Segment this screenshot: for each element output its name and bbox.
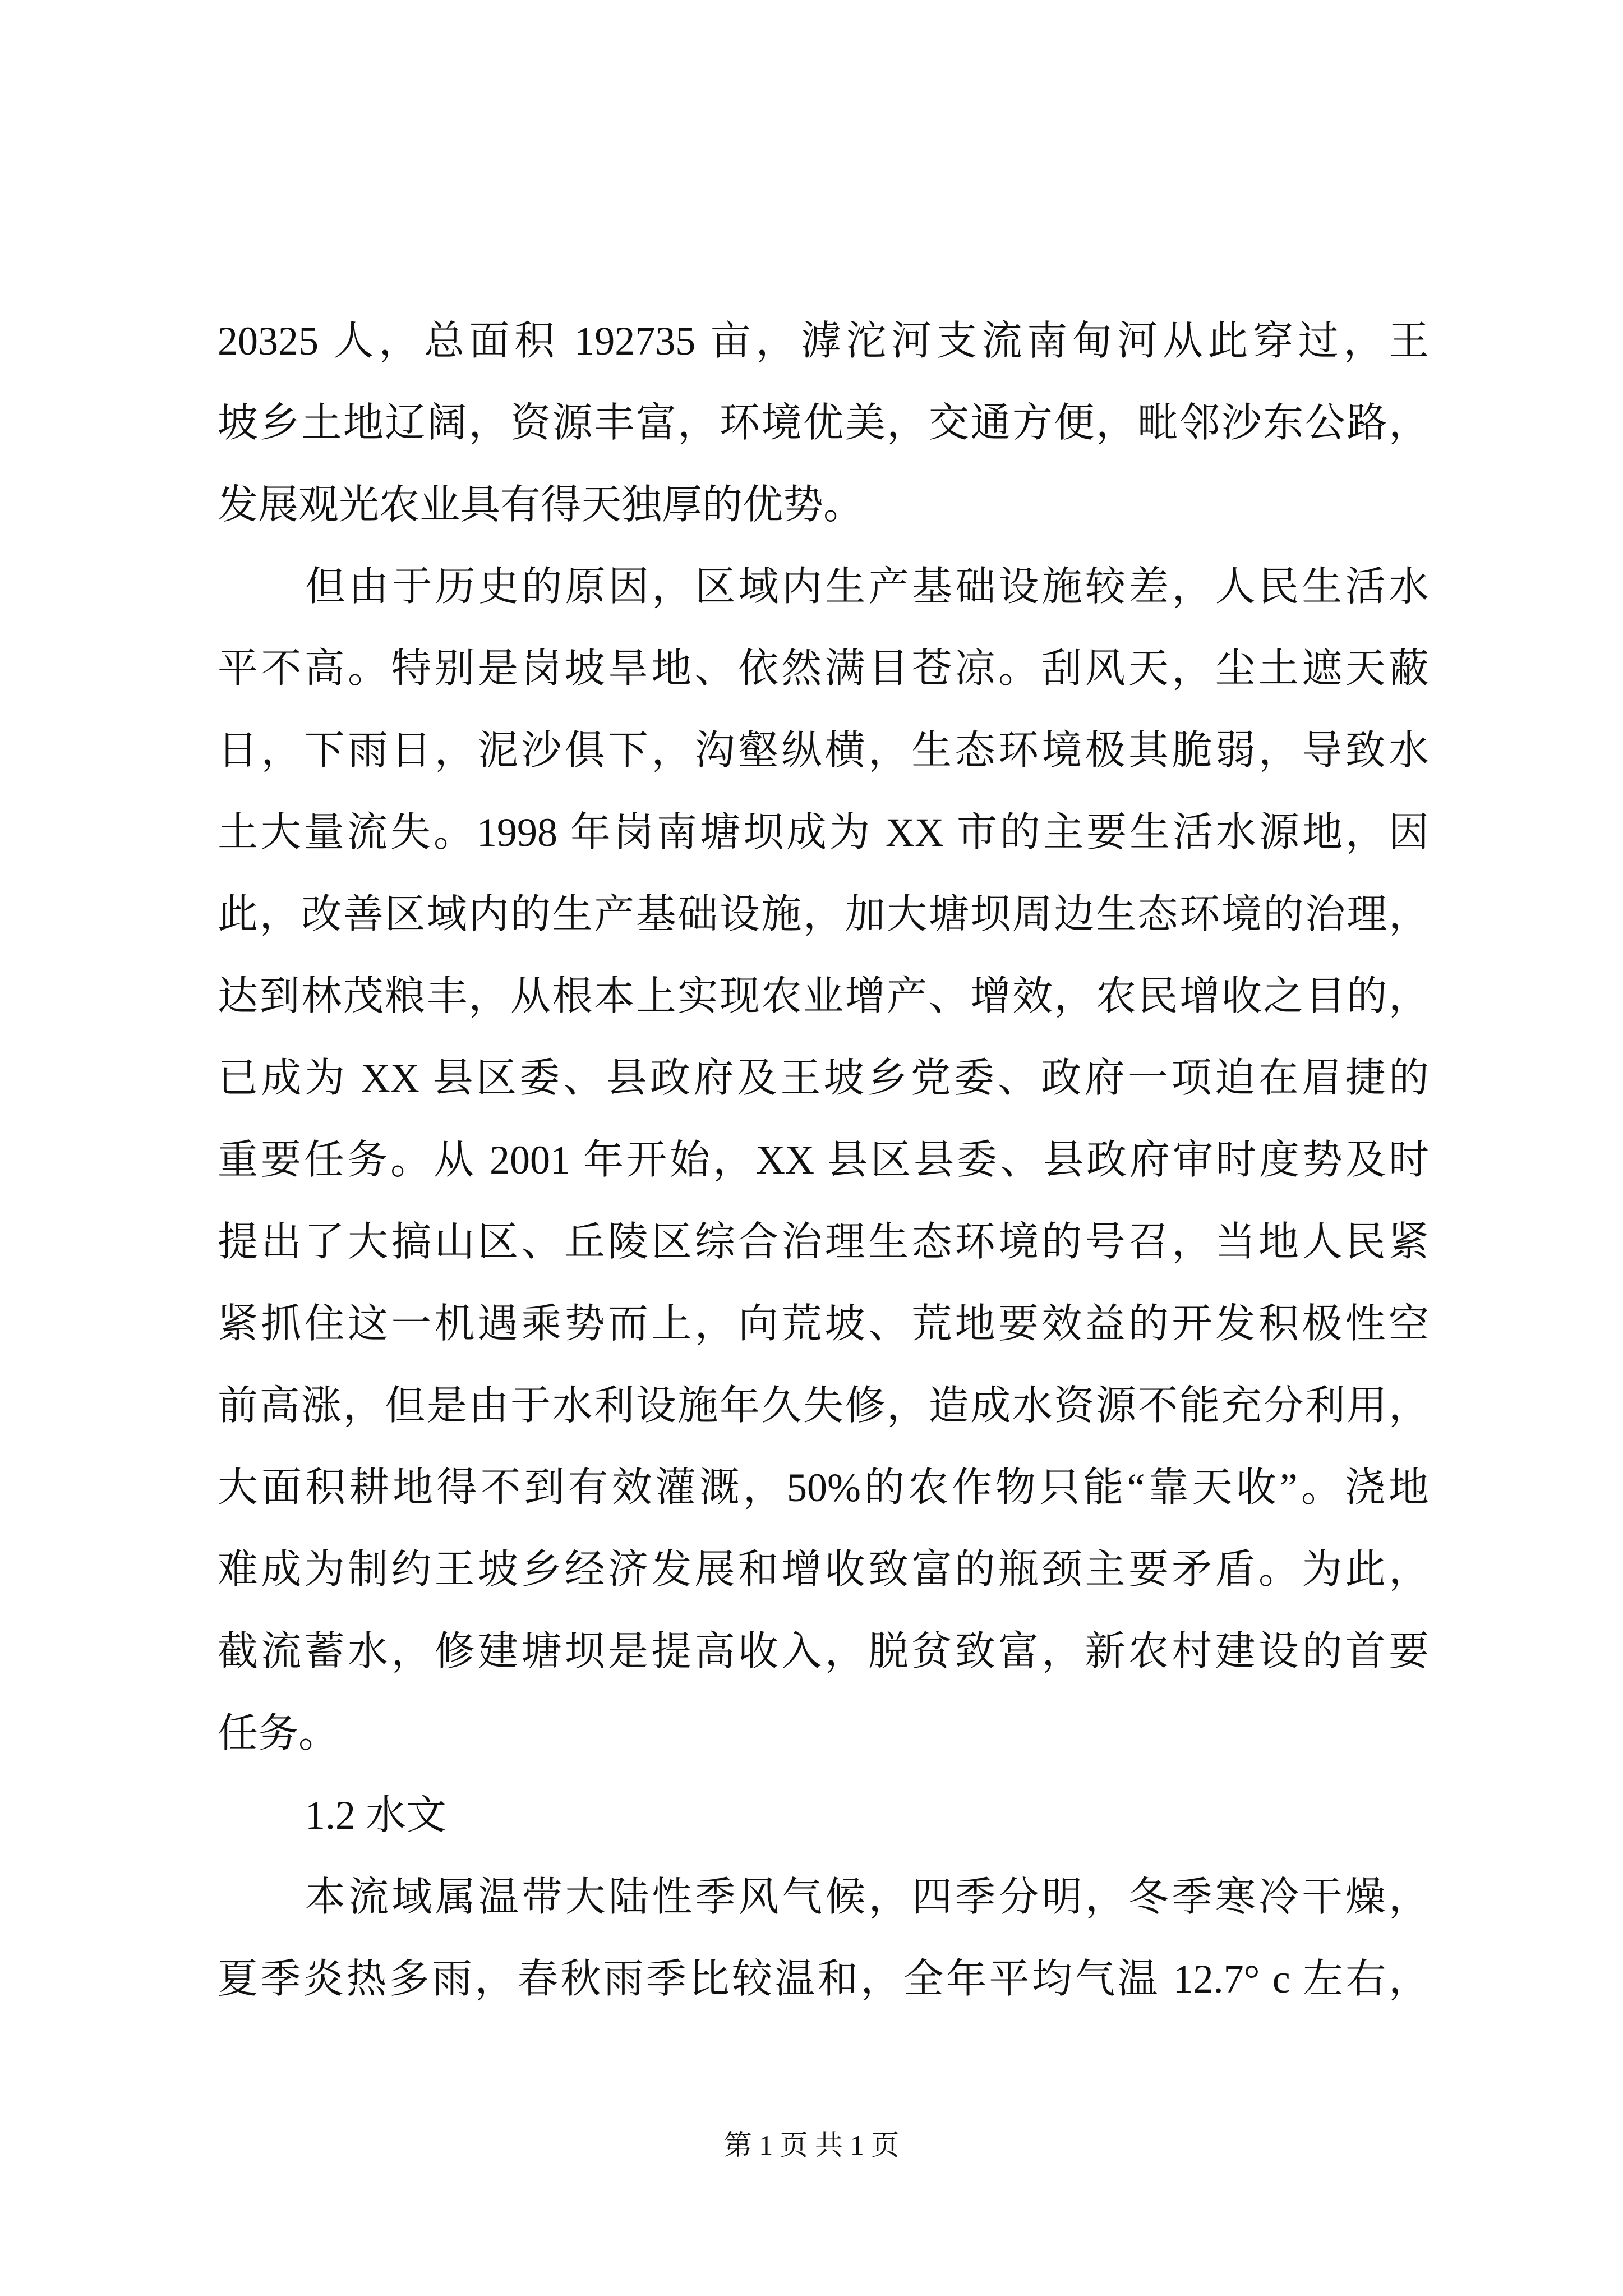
text-line: 此，改善区域内的生产基础设施，加大塘坝周边生态环境的治理， xyxy=(218,892,1429,937)
section-heading: 1.2 水文 xyxy=(305,1793,447,1838)
text-line: 提出了大搞山区、丘陵区综合治理生态环境的号召，当地人民紧 xyxy=(218,1220,1429,1264)
page-footer: 第 1 页 共 1 页 xyxy=(723,2129,900,2161)
text-line: 重要任务。从 2001 年开始，XX 县区县委、县政府审时度势及时 xyxy=(218,1138,1429,1182)
text-line: 夏季炎热多雨，春秋雨季比较温和，全年平均气温 12.7° c 左右， xyxy=(218,1957,1429,2001)
text-line: 平不高。特别是岗坡旱地、依然满目苍凉。刮风天，尘土遮天蔽 xyxy=(218,646,1429,691)
text-line: 任务。 xyxy=(218,1711,339,1756)
text-line: 前高涨，但是由于水利设施年久失修，造成水资源不能充分利用， xyxy=(218,1383,1429,1428)
text-line: 20325 人，总面积 192735 亩，滹沱河支流南甸河从此穿过，王 xyxy=(218,319,1429,364)
text-line: 紧抓住这一机遇乘势而上，向荒坡、荒地要效益的开发积极性空 xyxy=(218,1301,1429,1346)
text-line: 达到林茂粮丰，从根本上实现农业增产、增效，农民增收之目的， xyxy=(218,974,1429,1019)
text-line: 截流蓄水，修建塘坝是提高收入，脱贫致富，新农村建设的首要 xyxy=(218,1629,1429,1674)
text-line: 但由于历史的原因，区域内生产基础设施较差，人民生活水 xyxy=(305,564,1429,609)
text-line: 土大量流失。1998 年岗南塘坝成为 XX 市的主要生活水源地，因 xyxy=(218,810,1429,855)
text-line: 本流域属温带大陆性季风气候，四季分明，冬季寒冷干燥， xyxy=(305,1875,1429,1920)
text-line: 难成为制约王坡乡经济发展和增收致富的瓶颈主要矛盾。为此， xyxy=(218,1547,1429,1592)
text-line: 已成为 XX 县区委、县政府及王坡乡党委、政府一项迫在眉捷的 xyxy=(218,1056,1429,1101)
text-line: 发展观光农业具有得天独厚的优势。 xyxy=(218,482,864,527)
text-line: 坡乡土地辽阔，资源丰富，环境优美，交通方便，毗邻沙东公路， xyxy=(218,401,1429,445)
document-body xyxy=(218,300,1429,2020)
text-line: 日，下雨日，泥沙俱下，沟壑纵横，生态环境极其脆弱，导致水 xyxy=(218,728,1429,773)
text-line: 大面积耕地得不到有效灌溉，50%的农作物只能“靠天收”。浇地 xyxy=(218,1465,1429,1510)
